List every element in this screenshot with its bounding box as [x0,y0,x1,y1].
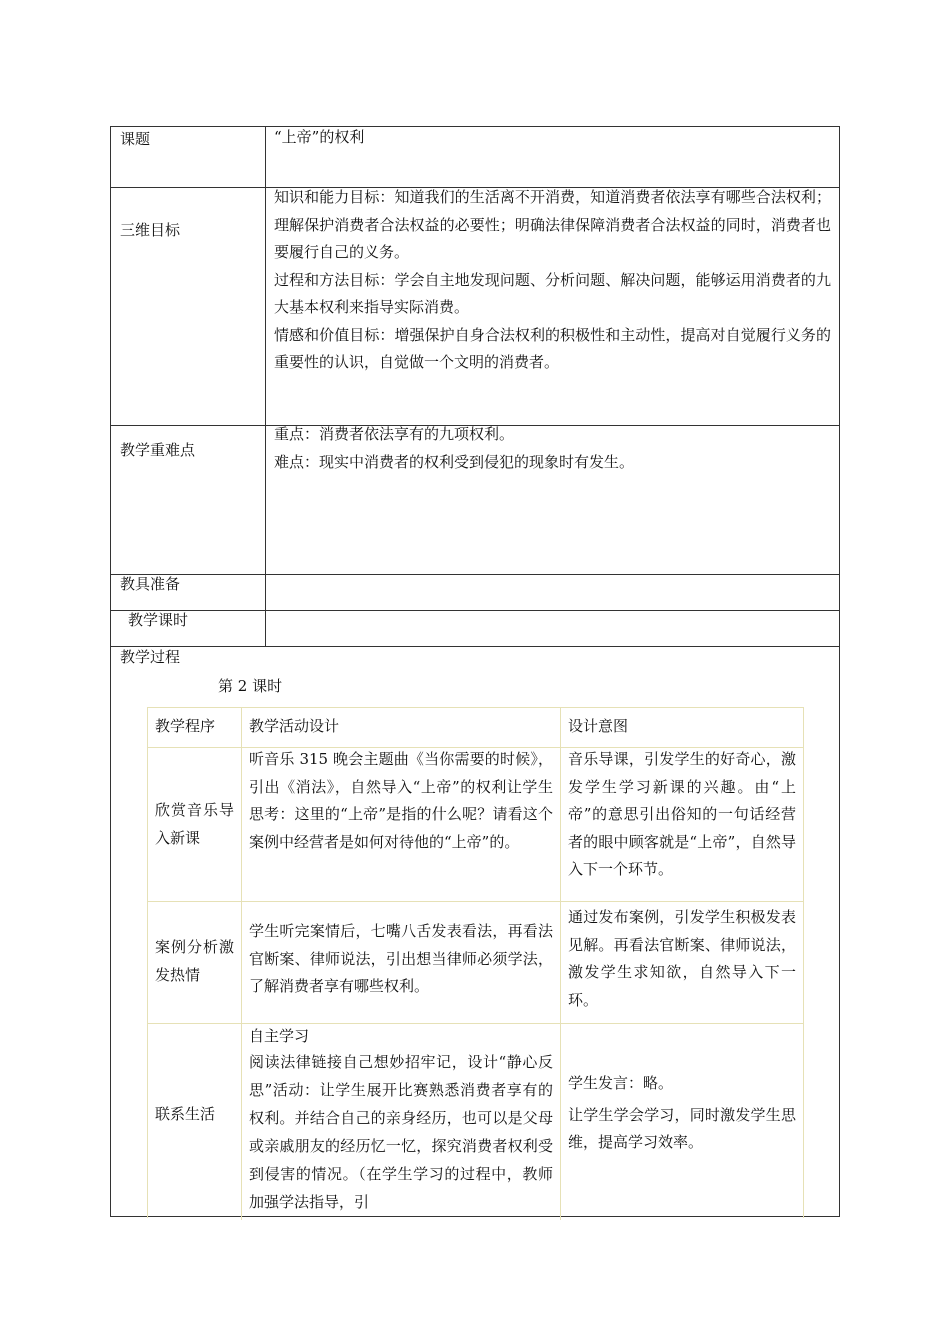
hours-label-cell [111,611,266,646]
process-table [147,707,804,1218]
activity-cell [249,1024,553,1216]
tools-row [111,575,839,611]
goals-label: 三维目标 [120,221,181,239]
topic-row [111,127,839,188]
lesson-count-label: 第 2 课时 [218,677,283,695]
intent-cell [568,1070,796,1157]
goals-label-cell [111,188,266,425]
lesson-plan-table [110,126,840,1217]
topic-value: “上帝”的权利 [274,128,365,146]
activity-title: 自主学习 [249,1027,310,1045]
key-points-text [274,421,831,476]
goal-knowledge: 知识和能力目标：知道我们的生活离不开消费，知道消费者依法享有哪些合法权利；理解保护消费者合法权益的必要性；明确法律保障消费者合法权益的同时，消费者也要履行自己的义务。 [274,188,831,261]
header-intent: 设计意图 [568,717,629,735]
table-row [148,748,803,902]
process-label: 教学过程 [120,648,181,666]
goal-process: 过程和方法目标：学会自主地发现问题、分析问题、解决问题，能够运用消费者的九大基本权利来指导实际消费。 [274,270,831,316]
activity-body: 阅读法律链接自己想妙招牢记，设计“静心反思”活动：让学生展开比赛熟悉消费者享有的权利。并结合自己的亲身经历，也可以是父母或亲戚朋友的经历忆一忆，探究消费者权利受到侵害的情况。（在学生学习的过程中，教师加强学法指导，引 [249,1053,553,1211]
intent-cell: 音乐导课，引发学生的好奇心，激发学生学习新课的兴趣。由“上帝”的意思引出俗知的一句话经营者的眼中顾客就是“上帝”，自然导入下一个环节。 [568,750,796,878]
key-points-row [111,426,839,575]
table-row [148,1024,803,1220]
key-points-label-cell [111,426,266,574]
header-activity: 教学活动设计 [249,717,340,735]
topic-label-cell [111,127,266,187]
step-cell: 欣赏音乐导入新课 [155,801,234,847]
tools-label-cell [111,575,266,610]
goals-text [274,184,831,377]
tools-label: 教具准备 [120,575,181,593]
hours-row [111,611,839,647]
intent-line-2: 让学生学会学习，同时激发学生思维，提高学习效率。 [568,1105,796,1151]
hours-label: 教学课时 [128,611,189,629]
key-point: 重点：消费者依法享有的九项权利。 [274,425,515,443]
activity-cell: 听音乐 315 晚会主题曲《当你需要的时候》，引出《消法》，自然导入“上帝”的权利让学生思考：这里的“上帝”是指的什么呢？请看这个案例中经营者是如何对待他的“上帝”的。 [249,750,553,851]
step-cell: 案例分析激发热情 [155,938,234,984]
topic-label: 课题 [120,130,151,148]
difficult-point: 难点：现实中消费者的权利受到侵犯的现象时有发生。 [274,452,635,471]
key-points-label: 教学重难点 [120,441,196,459]
intent-cell: 通过发布案例，引发学生积极发表见解。再看法官断案、律师说法，激发学生求知欲，自然导入下一环。 [568,908,796,1009]
step-cell: 联系生活 [155,1105,216,1123]
process-table-header [148,708,803,748]
goal-emotion: 情感和价值目标：增强保护自身合法权利的积极性和主动性，提高对自觉履行义务的重要性的认识，自觉做一个文明的消费者。 [274,325,831,371]
goals-row [111,188,839,426]
table-row [148,902,803,1024]
activity-cell: 学生听完案情后，七嘴八舌发表看法，再看法官断案、律师说法，引出想当律师必须学法，了解消费者享有哪些权利。 [249,922,553,995]
intent-line-1: 学生发言：略。 [568,1074,674,1092]
header-step: 教学程序 [155,717,216,735]
